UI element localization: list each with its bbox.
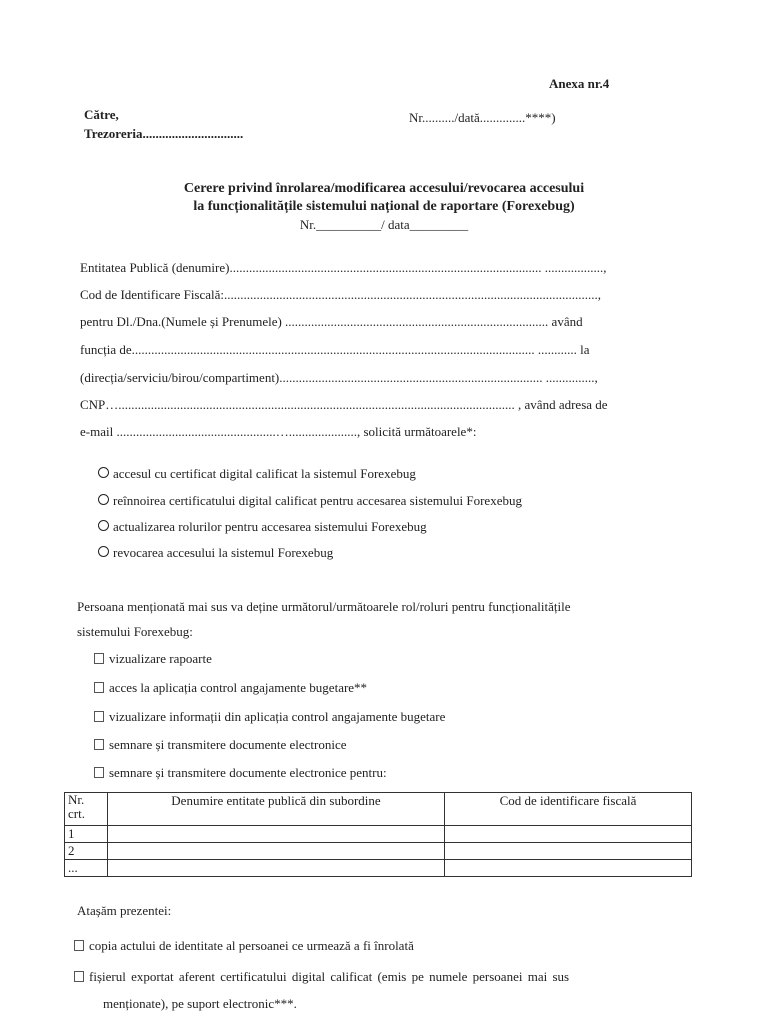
row-number: 2 (65, 843, 108, 860)
cnp-field[interactable]: CNP….......................................................................................................................... , având adresa de (80, 397, 608, 412)
radio-circle-icon[interactable] (98, 494, 109, 505)
entity-name-cell[interactable] (108, 843, 445, 860)
row-number: 1 (65, 826, 108, 843)
request-number-line[interactable]: Nr.__________/ data_________ (299, 217, 469, 232)
registration-number-field[interactable]: Nr........../dată..............****) (409, 110, 556, 125)
column-header-fiscal-code: Cod de identificare fiscală (445, 793, 692, 826)
email-field[interactable]: e-mail .................................................…....................., solicită următoarele*: (80, 424, 477, 439)
fiscal-code-cell[interactable] (445, 826, 692, 843)
checkbox-icon[interactable] (94, 767, 104, 778)
annex-number: Anexa nr.4 (549, 76, 610, 91)
checkbox-icon[interactable] (74, 940, 84, 951)
role-budget-control-view[interactable]: vizualizare informații din aplicația control angajamente bugetare (94, 709, 445, 725)
table-row (65, 860, 692, 877)
subordinate-entities-table (64, 792, 692, 877)
option-access-revocation[interactable]: revocarea accesului la sistemul Forexebug (98, 545, 333, 561)
attachment-certificate-file[interactable]: fișierul exportat aferent certificatului digital calificat (emis pe numele persoanei mai sus (74, 969, 569, 985)
checkbox-icon[interactable] (94, 739, 104, 750)
checkbox-icon[interactable] (94, 682, 104, 693)
roles-intro-line2: sistemului Forexebug: (77, 624, 193, 639)
roles-intro-line1: Persoana menționată mai sus va deține următorul/următoarele rol/roluri pentru funcționalitățile (77, 599, 571, 614)
column-header-entity-name: Denumire entitate publică din subordine (108, 793, 445, 826)
option-certificate-access[interactable]: accesul cu certificat digital calificat la sistemul Forexebug (98, 466, 416, 482)
radio-circle-icon[interactable] (98, 467, 109, 478)
role-sign-transmit-for[interactable]: semnare și transmitere documente electronice pentru: (94, 765, 387, 781)
role-budget-control-access[interactable]: acces la aplicația control angajamente bugetare** (94, 680, 367, 696)
attachment-continuation: menționate), pe suport electronic***. (103, 996, 297, 1011)
checkbox-icon[interactable] (94, 711, 104, 722)
document-title-line1: Cerere privind înrolarea/modificarea accesului/revocarea accesului (183, 181, 585, 196)
fiscal-code-cell[interactable] (445, 843, 692, 860)
recipient-label: Către, (84, 107, 119, 122)
fiscal-code-cell[interactable] (445, 860, 692, 877)
attachments-heading: Atașăm prezentei: (77, 903, 172, 918)
checkbox-icon[interactable] (94, 653, 104, 664)
position-field[interactable]: funcția de............................................................................................................................ ............ la (80, 342, 590, 357)
role-sign-transmit[interactable]: semnare și transmitere documente electronice (94, 737, 347, 753)
entity-name-cell[interactable] (108, 860, 445, 877)
attachment-id-copy[interactable]: copia actului de identitate al persoanei ce urmează a fi înrolată (74, 938, 414, 954)
treasury-field[interactable]: Trezoreria............................... (84, 126, 244, 141)
public-entity-field[interactable]: Entitatea Publică (denumire)................................................................................................ .................., (80, 260, 607, 275)
column-header-number: Nr. crt. (65, 793, 108, 826)
person-name-field[interactable]: pentru Dl./Dna.(Numele și Prenumele) ................................................................................. având (80, 314, 583, 329)
department-field[interactable]: (direcția/serviciu/birou/compartiment)................................................................................. ..............., (80, 370, 598, 385)
table-row (65, 843, 692, 860)
option-certificate-renewal[interactable]: reînnoirea certificatului digital calificat pentru accesarea sistemului Forexebug (98, 493, 522, 509)
row-number: ... (65, 860, 108, 877)
checkbox-icon[interactable] (74, 971, 84, 982)
fiscal-code-field[interactable]: Cod de Identificare Fiscală:..................................................................................................................., (80, 287, 602, 302)
option-roles-update[interactable]: actualizarea rolurilor pentru accesarea sistemului Forexebug (98, 519, 427, 535)
radio-circle-icon[interactable] (98, 520, 109, 531)
table-header-row (65, 793, 692, 826)
table-row (65, 826, 692, 843)
document-title-line2: la funcționalitățile sistemului național de raportare (Forexebug) (193, 199, 575, 214)
entity-name-cell[interactable] (108, 826, 445, 843)
radio-circle-icon[interactable] (98, 546, 109, 557)
role-view-reports[interactable]: vizualizare rapoarte (94, 651, 212, 667)
